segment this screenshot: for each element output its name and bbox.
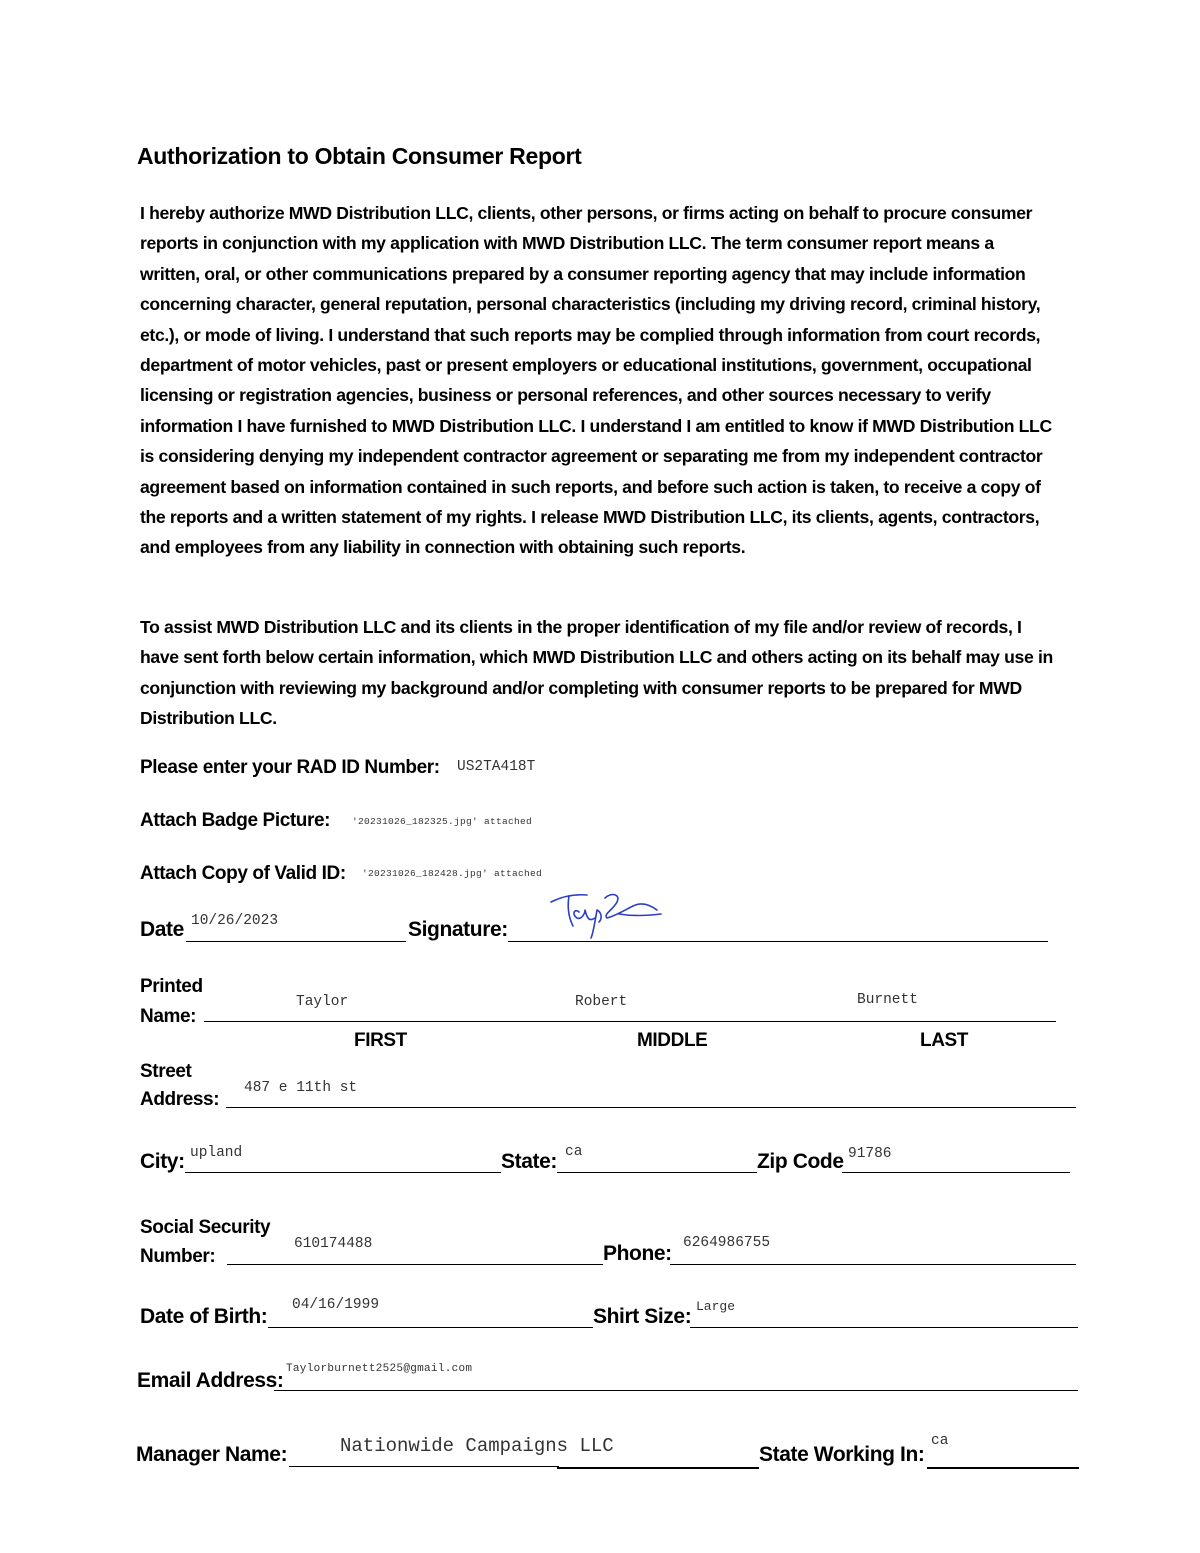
phone-field[interactable]: 6264986755 bbox=[683, 1235, 771, 1251]
dob-field[interactable]: 04/16/1999 bbox=[292, 1297, 380, 1313]
ssn-label-line2: Number: bbox=[140, 1246, 216, 1267]
email-underline bbox=[274, 1390, 1078, 1391]
ssn-field[interactable]: 610174488 bbox=[294, 1236, 373, 1252]
authorization-paragraph: I hereby authorize MWD Distribution LLC, clients, other persons, or firms acting on behalf to procure consumer reports in conjunction with my application with MWD Distribution LLC. The term consumer report means a written, oral, or other communications prepared by a consumer reporting agency that may include information concerning character, general reputation, personal characteristics (including my driving record, criminal history, etc.), or mode of living. I understand that such reports may be complied through information from court records, department of motor vehicles, past or present employers or educational institutions, government, occupational licensing or registration agencies, business or personal references, and other sources necessary to verify information I have furnished to MWD Distribution LLC. I understand I am entitled to know if MWD Distribution LLC is considering denying my independent contractor agreement or separating me from my independent contractor agreement based on information contained in such reports, and before such action is taken, to receive a copy of the reports and a written statement of my rights. I release MWD Distribution LLC, its clients, agents, contractors, and employees from any liability in connection with obtaining such reports. bbox=[140, 203, 1052, 558]
city-label: City: bbox=[140, 1150, 185, 1173]
zip-code-field[interactable]: 91786 bbox=[848, 1146, 892, 1162]
state-working-in-underline bbox=[927, 1467, 1079, 1469]
street-label-line2: Address: bbox=[140, 1089, 220, 1110]
handwritten-signature[interactable] bbox=[545, 888, 665, 940]
first-column-label: FIRST bbox=[354, 1030, 407, 1051]
first-name-field[interactable]: Taylor bbox=[296, 994, 349, 1010]
valid-id-attachment[interactable]: '20231026_182428.jpg' attached bbox=[362, 868, 543, 879]
last-name-field[interactable]: Burnett bbox=[857, 992, 918, 1008]
date-label: Date bbox=[140, 918, 184, 941]
street-label-line1: Street bbox=[140, 1061, 192, 1082]
rad-id-field[interactable]: US2TA418T bbox=[457, 759, 536, 775]
shirt-size-label: Shirt Size: bbox=[593, 1305, 692, 1328]
phone-underline bbox=[670, 1264, 1076, 1265]
state-label: State: bbox=[501, 1150, 557, 1173]
printed-name-label-line1: Printed bbox=[140, 976, 203, 997]
printed-name-underline bbox=[204, 1021, 1056, 1022]
shirt-size-field[interactable]: Large bbox=[696, 1299, 736, 1314]
shirt-size-underline bbox=[690, 1327, 1078, 1328]
signature-label: Signature: bbox=[408, 918, 508, 941]
middle-name-field[interactable]: Robert bbox=[575, 994, 628, 1010]
ssn-underline bbox=[227, 1264, 603, 1265]
last-column-label: LAST bbox=[920, 1030, 969, 1051]
email-field[interactable]: Taylorburnett2525@gmail.com bbox=[286, 1363, 473, 1375]
state-working-in-field[interactable]: ca bbox=[931, 1433, 949, 1449]
manager-name-label: Manager Name: bbox=[136, 1443, 288, 1466]
email-label: Email Address: bbox=[137, 1369, 284, 1392]
date-underline bbox=[186, 941, 406, 942]
zip-code-label: Zip Code bbox=[757, 1150, 844, 1173]
manager-name-underline-left bbox=[289, 1466, 559, 1467]
badge-picture-label: Attach Badge Picture: bbox=[140, 810, 331, 831]
city-underline bbox=[185, 1172, 501, 1173]
date-field[interactable]: 10/26/2023 bbox=[191, 913, 279, 929]
valid-id-label: Attach Copy of Valid ID: bbox=[140, 863, 346, 884]
rad-id-label: Please enter your RAD ID Number: bbox=[140, 757, 440, 778]
badge-picture-attachment[interactable]: '20231026_182325.jpg' attached bbox=[352, 816, 533, 827]
city-field[interactable]: upland bbox=[190, 1145, 243, 1161]
state-field[interactable]: ca bbox=[565, 1144, 583, 1160]
zip-code-underline bbox=[842, 1172, 1070, 1173]
manager-name-underline-right bbox=[557, 1467, 759, 1469]
street-address-underline bbox=[226, 1107, 1076, 1108]
manager-name-field[interactable]: Nationwide Campaigns LLC bbox=[340, 1435, 614, 1457]
dob-underline bbox=[268, 1327, 593, 1328]
street-address-label bbox=[140, 1058, 219, 1114]
printed-name-label-line2: Name: bbox=[140, 1006, 197, 1027]
middle-column-label: MIDDLE bbox=[637, 1030, 708, 1051]
printed-name-label bbox=[140, 972, 203, 1032]
ssn-label-line1: Social Security bbox=[140, 1217, 271, 1238]
signature-underline bbox=[508, 941, 1048, 942]
street-address-field[interactable]: 487 e 11th st bbox=[244, 1080, 358, 1096]
form-title: Authorization to Obtain Consumer Report bbox=[137, 143, 582, 169]
phone-label: Phone: bbox=[603, 1242, 672, 1265]
state-working-in-label: State Working In: bbox=[759, 1443, 925, 1466]
state-underline bbox=[557, 1172, 757, 1173]
identification-paragraph: To assist MWD Distribution LLC and its clients in the proper identification of my file and/or review of records, I have sent forth below certain information, which MWD Distribution LLC and others acting on its behalf may use in conjunction with reviewing my background and/or completing with consumer reports to be prepared for MWD Distribution LLC. bbox=[140, 617, 1053, 729]
ssn-label bbox=[140, 1213, 270, 1271]
dob-label: Date of Birth: bbox=[140, 1305, 268, 1328]
